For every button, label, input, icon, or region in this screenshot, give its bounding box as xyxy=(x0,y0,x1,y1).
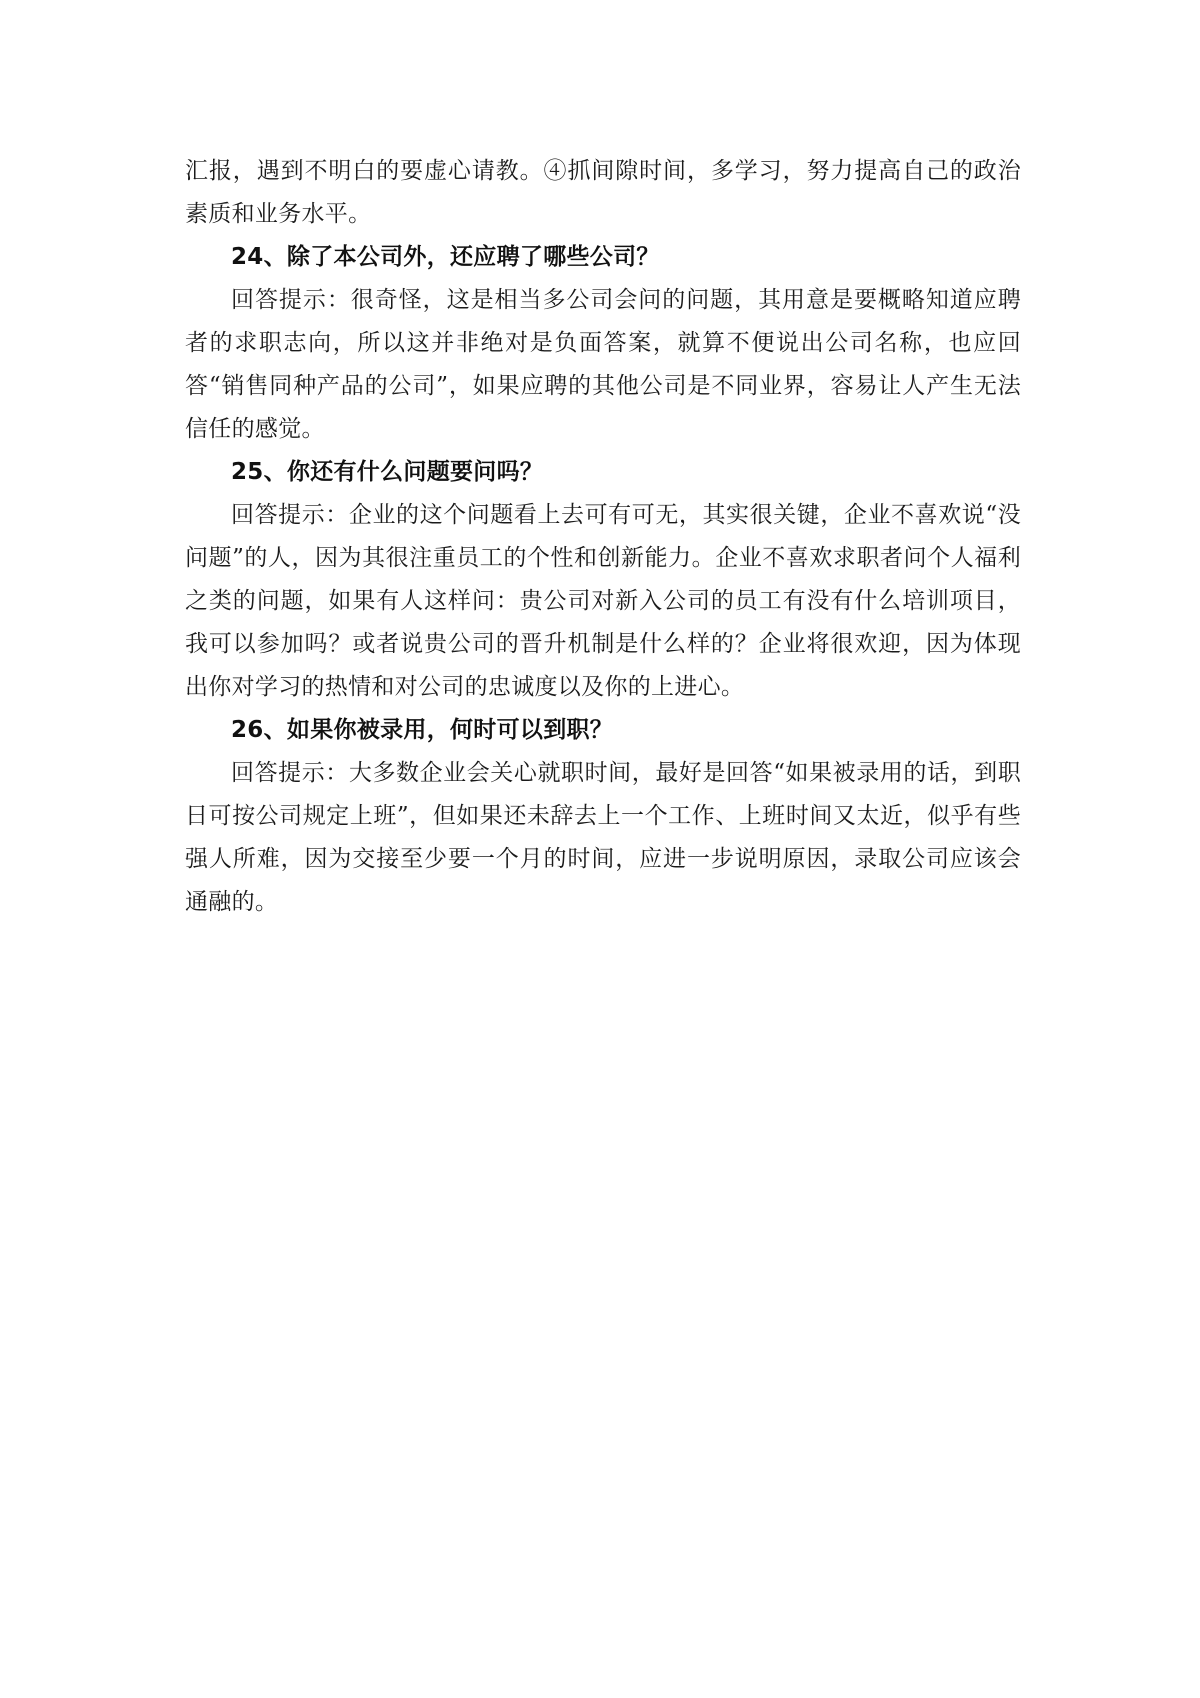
continuation-paragraph: 汇报，遇到不明白的要虚心请教。④抓间隙时间，多学习，努力提高自己的政治素质和业务水平。 xyxy=(185,158,1021,227)
question-heading-26: 26、如果你被录用，何时可以到职？ xyxy=(231,717,614,743)
question-heading-25: 25、你还有什么问题要问吗？ xyxy=(231,459,544,485)
document-page xyxy=(185,150,1021,924)
answer-paragraph-24: 回答提示：很奇怪，这是相当多公司会问的问题，其用意是要概略知道应聘者的求职志向，所以这并非绝对是负面答案，就算不便说出公司名称，也应回答“销售同种产品的公司”，如果应聘的其他公司是不同业界，容易让人产生无法信任的感觉。 xyxy=(185,287,1021,442)
question-heading-24: 24、除了本公司外，还应聘了哪些公司？ xyxy=(231,244,660,270)
answer-paragraph-25: 回答提示：企业的这个问题看上去可有可无，其实很关键，企业不喜欢说“没问题”的人，因为其很注重员工的个性和创新能力。企业不喜欢求职者问个人福利之类的问题，如果有人这样问：贵公司对新入公司的员工有没有什么培训项目，我可以参加吗？或者说贵公司的晋升机制是什么样的？企业将很欢迎，因为体现出你对学习的热情和对公司的忠诚度以及你的上进心。 xyxy=(185,502,1021,700)
answer-paragraph-26: 回答提示：大多数企业会关心就职时间，最好是回答“如果被录用的话，到职日可按公司规定上班”，但如果还未辞去上一个工作、上班时间又太近，似乎有些强人所难，因为交接至少要一个月的时间，应进一步说明原因，录取公司应该会通融的。 xyxy=(185,760,1021,915)
